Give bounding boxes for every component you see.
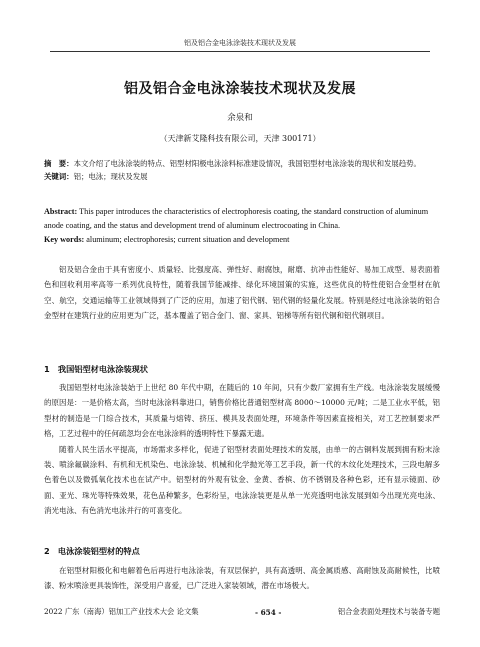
- intro-section: [44, 262, 440, 324]
- affiliation: （天津新艾隆科技有限公司，天津 300171）: [159, 134, 321, 143]
- article-title: 铝及铝合金电泳涂装技术现状及发展: [124, 81, 356, 97]
- abstract-en-block: [44, 205, 440, 247]
- abstract-cn-text: 本文介绍了电泳涂装的特点、铝型材阳极电泳涂料标准建设情况，我国铝型材电泳涂装的现状和发展趋势。: [73, 159, 421, 168]
- intro-paragraph: 铝及铝合金由于具有密度小、质量轻、比强度高、弹性好、耐腐蚀，耐磨、抗冲击性能好、易加工成型、易表面着色和回收利用率高等一系列优良特性，随着我国节能减排、绿化环境国策的实施，这些优良的特性使铝合金型材在航空、航空，交通运输等工业领域得到了广泛的应用，加速了铝代钢、铝代钢的轻量化发展。特别是经过电泳涂装的铝合金型材在建筑行业的应用更为广泛，基本覆盖了铝合金门、窗、家具、铝梯等所有铝代铜和铝代钢项目。: [44, 265, 440, 321]
- section-1-body: [44, 380, 440, 519]
- section-1-paragraph-1: 我国铝型材电泳涂装始于上世纪 80 年代中期，在随后的 10 年间，只有少数厂家拥有生产线。电泳涂装发展缓慢的原因是：一是价格太高，当时电泳涂料靠进口，销售价格比普通铝型材高 8000～10000 元/吨；二是工业水平低，铝型材的制造是一门综合技术，其质量与熔铸、挤压、模具及表面处理，环境条件等因素直接相关，对工艺控制要求严格，工艺过程中的任何疏忽均会在电泳涂料的透明特性下暴露无遗。: [44, 383, 440, 439]
- abstract-en-text: This paper introduces the characteristics of electrophoresis coating, the standard construction of aluminum anode coating, and the status and development trend of aluminum electrocoating in China.: [44, 207, 429, 230]
- keywords-en: [44, 233, 440, 247]
- keywords-cn-label: 关键词：: [44, 172, 74, 181]
- section-2-paragraph-1: 在铝型材阳极化和电解着色后再进行电泳涂装，有双层保护，具有高透明、高金属质感、高耐蚀及高耐候性，比喷漆、粉末喷涂更具装饰性，深受用户喜爱，已广泛进入家装领域，潜在市场极大。: [44, 566, 440, 591]
- keywords-en-text: aluminum; electrophoresis; current situation and development: [84, 235, 290, 244]
- section-1-heading: 1 我国铝型材电泳涂装现状: [44, 364, 148, 374]
- footer-proceedings: 2022 广东（南海）铝加工产业技术大会 论文集: [44, 607, 199, 616]
- abstract-cn-block: [44, 157, 440, 183]
- keywords-cn-text: 铝；电泳；现状及发展: [73, 172, 148, 181]
- abstract-cn: [44, 157, 440, 170]
- abstract-en: [44, 205, 440, 232]
- abstract-en-label: Abstract:: [44, 207, 78, 216]
- running-header: 铝及铝合金电泳涂装技术现状及发展: [50, 38, 430, 52]
- section-2-heading: 2 电泳涂装铝型材的特点: [44, 546, 140, 556]
- footer-topic: 铝合金表面处理技术与装备专题: [337, 607, 440, 616]
- keywords-cn: [44, 170, 440, 183]
- section-2-body: [44, 563, 440, 594]
- author: 余泉和: [227, 113, 253, 123]
- page-number: - 654 -: [255, 607, 282, 617]
- page-footer: [44, 607, 440, 617]
- keywords-en-label: Key words:: [44, 235, 85, 244]
- section-1-paragraph-2: 随着人民生活水平提高，市场需求多样化，促进了铝型材表面处理技术的发展，由单一的古铜料发展到拥有粉末涂装、喷涂氟碳涂料、有机和无机染色、电泳涂装、机械和化学抛光等工艺手段，新一代的木纹化处理技术，三段电解多色着色以及微弧氧化技术也在试产中。铝型材的外观有钛金、金黄、香槟、仿不锈钢及各种色彩，还有显示镜面、砂面、亚光、珠光等特殊效果，花色品种繁多，色彩纷呈，电泳涂装更是从单一光亮透明电泳发展到如今出现光亮电泳、消光电泳、有色消光电泳并行的可喜变化。: [44, 444, 440, 516]
- abstract-cn-label: 摘 要：: [44, 159, 74, 168]
